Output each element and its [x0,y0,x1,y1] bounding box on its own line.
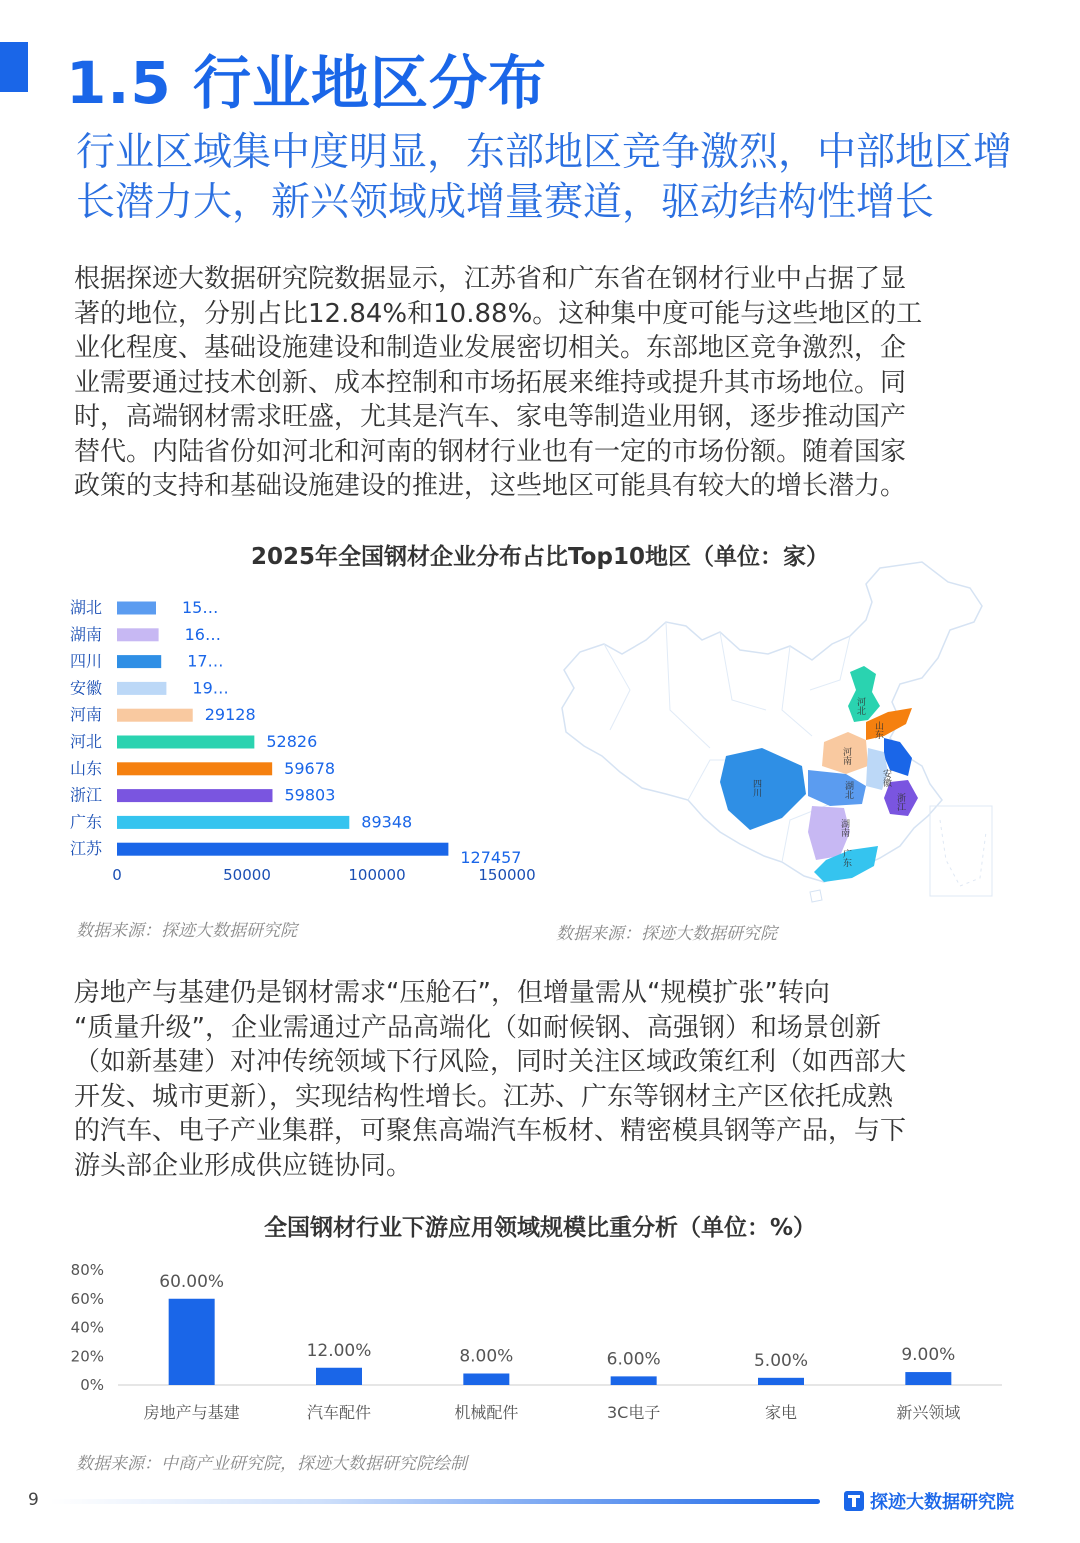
data-label: 12.00% [306,1340,372,1361]
bar [611,1376,657,1385]
brand-logo-icon [844,1491,864,1511]
y-tick-label: 0% [80,1376,104,1394]
x-tick-label: 50000 [223,866,271,884]
bar [905,1372,951,1385]
map-region-label: 山东 [873,721,883,739]
bar [463,1374,509,1386]
subtitle [76,128,1026,228]
title-accent-bar [0,42,28,92]
map-region-label: 湖南 [839,819,849,837]
bar [758,1378,804,1385]
data-label: 9.00% [901,1345,956,1366]
region-bar-chart [60,590,550,900]
subtitle-line: 长潜力大，新兴领域成增量赛道，驱动结构性增长 [76,180,935,225]
map-region-label: 广东 [841,849,851,867]
body-paragraph-1 [74,262,1014,504]
footer-divider [50,1499,820,1504]
map-outline [562,562,982,882]
y-tick-label: 60% [70,1289,104,1308]
map-region-label: 湖北 [843,781,853,799]
bar [117,602,156,615]
paragraph-line: 业化程度、基础设施建设和制造业发展密切相关。东部地区竞争激烈，企 [74,333,907,363]
data-label: 59678 [284,758,336,778]
data-label: 15… [182,598,219,617]
map-region-label: 河北 [855,697,865,715]
data-label: 16… [184,624,221,644]
china-map [550,560,1020,910]
chart2-title: 全国钢材行业下游应用领域规模比重分析（单位：%） [263,1215,817,1241]
data-label: 59803 [284,785,336,805]
paragraph-line: 政策的支持和基础设施建设的推进，这些地区可能具有较大的增长潜力。 [74,471,907,501]
map-region-label: 浙江 [895,793,905,811]
map-source: 数据来源：探迹大数据研究院 [556,924,777,944]
paragraph-line: 开发、城市更新），实现结构性增长。江苏、广东等钢材主产区依托成熟 [74,1081,894,1112]
x-tick-label: 家电 [764,1403,798,1422]
y-tick-label: 广东 [69,812,102,832]
y-tick-label: 湖南 [69,624,102,644]
x-tick-label: 100000 [348,866,406,884]
region-hubei [808,770,866,806]
data-label: 52826 [266,732,318,751]
map-island [810,890,822,902]
bar [117,736,254,749]
paragraph-line: 时，高端钢材需求旺盛，尤其是汽车、家电等制造业用钢，逐步推动国产 [74,402,907,432]
x-tick-label: 150000 [478,866,536,884]
paragraph-line: 著的地位，分别占比12.84%和10.88%。这种集中度可能与这些地区的工 [74,298,923,329]
paragraph-line: 替代。内陆省份如河北和河南的钢材行业也有一定的市场份额。随着国家 [74,436,907,467]
bar [117,843,448,856]
bar [316,1368,362,1385]
bar [117,816,349,829]
y-tick-label: 河北 [69,732,102,751]
y-tick-label: 20% [70,1347,104,1366]
x-tick-label: 0 [112,866,122,884]
x-tick-label: 机械配件 [454,1403,519,1422]
x-tick-label: 3C电子 [606,1403,661,1422]
bar [117,628,159,641]
south-sea-dashes [940,820,986,886]
paragraph-line: （如新基建）对冲传统领域下行风险，同时关注区域政策红利（如西部大 [74,1047,907,1077]
y-tick-label: 山东 [69,758,102,778]
data-label: 89348 [361,812,413,832]
map-region-label: 河南 [841,747,851,765]
data-label: 29128 [204,705,256,725]
y-tick-label: 江苏 [69,839,102,859]
bar [169,1299,215,1385]
data-label: 6.00% [606,1349,661,1370]
map-region-label: 安徽 [881,769,891,787]
x-tick-label: 房地产与基建 [143,1403,240,1422]
body-paragraph-2 [74,976,1014,1183]
brand-name: 探迹大数据研究院 [870,1492,1014,1513]
paragraph-line: 的汽车、电子产业集群，可聚焦高端汽车板材、精密模具钢等产品，与下 [74,1116,907,1146]
bar [117,709,193,722]
data-label: 17… [187,651,224,671]
y-tick-label: 安徽 [69,678,102,698]
y-tick-label: 40% [70,1318,104,1337]
x-tick-label: 汽车配件 [306,1403,372,1422]
downstream-bar-chart [60,1255,1020,1435]
data-label: 19… [192,678,229,698]
y-tick-label: 河南 [69,705,102,725]
chart2-source: 数据来源：中商产业研究院，探迹大数据研究院绘制 [76,1454,467,1474]
chart1-source: 数据来源：探迹大数据研究院 [76,921,297,941]
y-tick-label: 80% [70,1261,104,1279]
data-label: 60.00% [159,1271,225,1292]
x-tick-label: 新兴领域 [896,1403,961,1422]
paragraph-line: 房地产与基建仍是钢材需求“压舱石”，但增量需从“规模扩张”转向 [74,978,830,1008]
data-label: 5.00% [753,1350,809,1371]
bar [117,682,166,695]
paragraph-line: 游头部企业形成供应链协同。 [74,1150,413,1181]
y-tick-label: 四川 [69,651,102,671]
y-tick-label: 湖北 [69,598,102,617]
paragraph-line: 业需要通过技术创新、成本控制和市场拓展来维持或提升其市场地位。同 [74,367,907,398]
bar [117,789,272,802]
region-sichuan [720,748,806,830]
bar [117,762,272,775]
bar [117,655,161,668]
page-number: 9 [28,1490,39,1510]
paragraph-line: “质量升级”，企业需通过产品高端化（如耐候钢、高强钢）和场景创新 [74,1012,881,1043]
paragraph-line: 根据探迹大数据研究院数据显示，江苏省和广东省在钢材行业中占据了显 [74,264,907,294]
data-label: 127457 [460,848,522,868]
footer-brand [844,1488,1014,1514]
data-label: 8.00% [459,1346,514,1367]
subtitle-line: 行业区域集中度明显，东部地区竞争激烈，中部地区增 [76,130,1013,175]
y-tick-label: 浙江 [69,785,102,805]
section-title: 1.5 行业地区分布 [66,49,547,117]
south-sea-inset [930,806,992,896]
chart1-title: 2025年全国钢材企业分布占比Top10地区（单位：家） [251,544,829,570]
map-region-label: 四川 [751,779,761,797]
